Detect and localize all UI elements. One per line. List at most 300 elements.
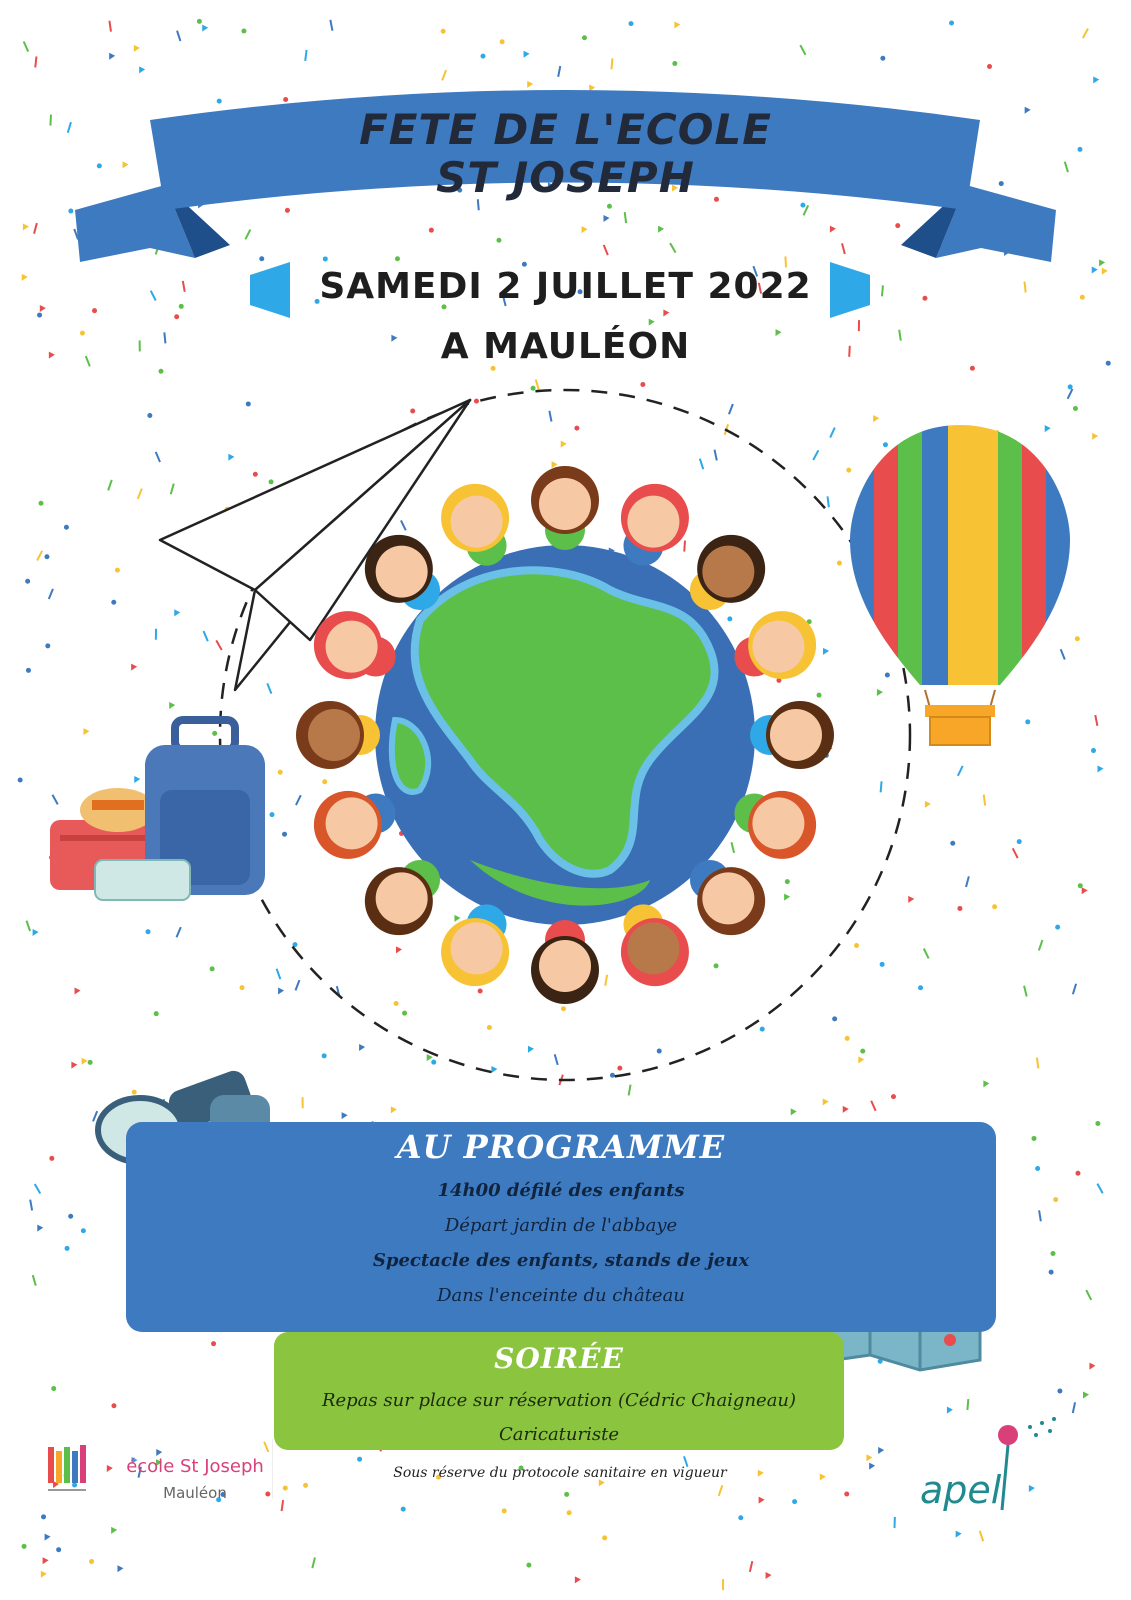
school-name: école St Joseph bbox=[126, 1456, 264, 1477]
confetti-piece bbox=[649, 319, 655, 326]
child-figure bbox=[621, 904, 689, 986]
confetti-piece bbox=[111, 1527, 117, 1534]
confetti-piece bbox=[241, 28, 246, 33]
confetti-piece bbox=[295, 980, 301, 991]
confetti-piece bbox=[1093, 76, 1099, 83]
confetti-piece bbox=[531, 386, 536, 391]
confetti-piece bbox=[391, 1106, 397, 1113]
confetti-piece bbox=[957, 765, 964, 776]
confetti-piece bbox=[965, 876, 970, 887]
confetti-piece bbox=[880, 962, 885, 967]
confetti-piece bbox=[575, 1576, 581, 1583]
confetti-piece bbox=[617, 1066, 622, 1071]
confetti-piece bbox=[401, 1507, 406, 1512]
confetti-piece bbox=[718, 1485, 723, 1496]
confetti-piece bbox=[604, 975, 608, 986]
confetti-piece bbox=[269, 812, 274, 817]
confetti-piece bbox=[82, 1058, 88, 1065]
confetti-piece bbox=[23, 41, 29, 52]
confetti-piece bbox=[302, 1097, 304, 1108]
confetti-piece bbox=[68, 208, 73, 213]
confetti-piece bbox=[134, 45, 140, 52]
confetti-piece bbox=[240, 985, 245, 990]
confetti-piece bbox=[966, 1399, 969, 1410]
child-figure bbox=[734, 791, 816, 859]
child-figure bbox=[365, 535, 440, 610]
confetti-piece bbox=[1045, 425, 1051, 432]
confetti-piece bbox=[607, 204, 612, 209]
confetti-piece bbox=[481, 54, 486, 59]
confetti-piece bbox=[1050, 1251, 1055, 1256]
confetti-piece bbox=[629, 21, 634, 26]
programme-line: Spectacle des enfants, stands de jeux bbox=[372, 1250, 750, 1271]
confetti-piece bbox=[657, 1049, 662, 1054]
confetti-piece bbox=[1082, 28, 1089, 39]
confetti-piece bbox=[800, 203, 805, 208]
confetti-piece bbox=[75, 987, 81, 994]
confetti-piece bbox=[41, 1571, 47, 1578]
confetti-piece bbox=[174, 314, 179, 319]
confetti-piece bbox=[394, 1001, 399, 1006]
confetti-piece bbox=[496, 238, 501, 243]
confetti-piece bbox=[441, 70, 447, 81]
confetti-piece bbox=[949, 20, 954, 25]
confetti-piece bbox=[845, 1036, 850, 1041]
programme-title: AU PROGRAMME bbox=[396, 1128, 726, 1166]
confetti-piece bbox=[89, 1559, 94, 1564]
confetti-piece bbox=[1035, 1166, 1040, 1171]
confetti-piece bbox=[51, 1386, 56, 1391]
confetti-piece bbox=[137, 488, 143, 499]
confetti-piece bbox=[176, 927, 182, 938]
confetti-piece bbox=[860, 1049, 865, 1054]
child-figure bbox=[531, 466, 599, 550]
confetti-piece bbox=[727, 616, 732, 621]
confetti-piece bbox=[823, 648, 829, 655]
confetti-piece bbox=[266, 683, 272, 694]
confetti-piece bbox=[176, 30, 181, 41]
confetti-piece bbox=[987, 64, 992, 69]
confetti-piece bbox=[877, 689, 883, 696]
confetti-piece bbox=[628, 1084, 632, 1095]
event-date: SAMEDI 2 JUILLET 2022 bbox=[319, 266, 812, 307]
title-line-1: FETE DE L'ECOLE bbox=[359, 105, 772, 154]
confetti-piece bbox=[68, 1214, 73, 1219]
child-figure bbox=[621, 484, 689, 566]
confetti-piece bbox=[64, 525, 69, 530]
confetti-piece bbox=[155, 629, 157, 640]
confetti-piece bbox=[202, 25, 208, 32]
confetti-piece bbox=[784, 894, 790, 901]
event-place: A MAULÉON bbox=[440, 326, 691, 367]
child-figure bbox=[296, 701, 380, 769]
confetti-piece bbox=[115, 568, 120, 573]
title-line-2: ST JOSEPH bbox=[436, 153, 695, 202]
confetti-piece bbox=[567, 1510, 572, 1515]
confetti-piece bbox=[830, 226, 836, 233]
soiree-line: Repas sur place sur réservation (Cédric Chaigneau) bbox=[321, 1390, 797, 1411]
programme-line: 14h00 défilé des enfants bbox=[437, 1180, 685, 1201]
confetti-piece bbox=[215, 640, 222, 651]
confetti-piece bbox=[304, 50, 307, 61]
confetti-piece bbox=[1012, 848, 1019, 859]
confetti-piece bbox=[88, 1060, 93, 1065]
confetti-piece bbox=[603, 245, 609, 256]
confetti-piece bbox=[640, 382, 645, 387]
confetti-piece bbox=[791, 1108, 797, 1115]
confetti-piece bbox=[117, 1565, 123, 1572]
confetti-piece bbox=[957, 906, 962, 911]
confetti-piece bbox=[524, 51, 530, 58]
confetti-piece bbox=[1097, 765, 1103, 772]
confetti-piece bbox=[526, 1563, 531, 1568]
confetti-piece bbox=[843, 1106, 849, 1113]
confetti-piece bbox=[854, 943, 859, 948]
confetti-piece bbox=[893, 1517, 895, 1528]
confetti-piece bbox=[866, 1454, 872, 1461]
confetti-piece bbox=[1057, 1389, 1062, 1394]
pencils-icon bbox=[48, 1445, 86, 1491]
confetti-piece bbox=[45, 1534, 51, 1541]
confetti-piece bbox=[992, 904, 997, 909]
confetti-piece bbox=[45, 643, 50, 648]
confetti-piece bbox=[672, 61, 677, 66]
confetti-piece bbox=[111, 600, 116, 605]
confetti-piece bbox=[283, 97, 288, 102]
confetti-piece bbox=[1038, 1210, 1042, 1221]
confetti-piece bbox=[111, 1403, 116, 1408]
confetti-piece bbox=[1083, 1392, 1089, 1399]
confetti-piece bbox=[669, 243, 676, 254]
confetti-piece bbox=[41, 1514, 46, 1519]
confetti-piece bbox=[564, 1492, 569, 1497]
confetti-piece bbox=[48, 588, 54, 599]
confetti-piece bbox=[885, 673, 890, 678]
child-figure bbox=[441, 484, 509, 566]
confetti-piece bbox=[322, 1053, 327, 1058]
child-figure bbox=[690, 535, 765, 610]
confetti-piece bbox=[574, 426, 579, 431]
confetti-piece bbox=[956, 1531, 962, 1538]
confetti-piece bbox=[820, 1473, 826, 1480]
confetti-piece bbox=[766, 1572, 772, 1579]
confetti-piece bbox=[43, 1557, 49, 1564]
confetti-piece bbox=[947, 1407, 953, 1414]
confetti-piece bbox=[925, 801, 931, 808]
confetti-piece bbox=[895, 223, 900, 228]
confetti-piece bbox=[1068, 384, 1073, 389]
confetti-piece bbox=[891, 1094, 896, 1099]
dandelion-icon bbox=[998, 1417, 1056, 1510]
confetti-piece bbox=[582, 35, 587, 40]
confetti-piece bbox=[410, 408, 415, 413]
confetti-piece bbox=[146, 929, 151, 934]
confetti-piece bbox=[22, 1544, 27, 1549]
confetti-piece bbox=[869, 1463, 875, 1470]
hot-air-balloon-icon bbox=[850, 420, 1070, 745]
confetti-piece bbox=[32, 1275, 37, 1286]
confetti-piece bbox=[870, 1100, 876, 1111]
child-figure bbox=[734, 611, 816, 679]
confetti-piece bbox=[554, 1054, 559, 1065]
confetti-piece bbox=[1017, 839, 1022, 844]
confetti-piece bbox=[92, 308, 97, 313]
confetti-piece bbox=[210, 966, 215, 971]
confetti-piece bbox=[25, 579, 30, 584]
confetti-piece bbox=[1025, 719, 1030, 724]
soiree-box bbox=[274, 1332, 844, 1450]
confetti-piece bbox=[228, 454, 234, 461]
confetti-piece bbox=[561, 1006, 566, 1011]
confetti-piece bbox=[38, 501, 43, 506]
confetti-piece bbox=[311, 1557, 316, 1568]
confetti-piece bbox=[674, 22, 680, 29]
confetti-piece bbox=[278, 770, 283, 775]
confetti-piece bbox=[454, 915, 460, 922]
confetti-piece bbox=[760, 1027, 765, 1032]
confetti-piece bbox=[29, 1199, 33, 1210]
programme-line: Départ jardin de l'abbaye bbox=[444, 1215, 678, 1236]
confetti-piece bbox=[812, 450, 819, 461]
confetti-piece bbox=[1053, 1197, 1058, 1202]
confetti-piece bbox=[56, 1547, 61, 1552]
confetti-piece bbox=[624, 212, 627, 223]
confetti-piece bbox=[950, 841, 955, 846]
confetti-piece bbox=[557, 66, 561, 77]
confetti-piece bbox=[1049, 1270, 1054, 1275]
confetti-piece bbox=[1085, 1290, 1092, 1301]
confetti-piece bbox=[792, 1499, 797, 1504]
confetti-piece bbox=[1060, 649, 1066, 660]
confetti-piece bbox=[880, 56, 885, 61]
confetti-piece bbox=[429, 228, 434, 233]
confetti-piece bbox=[147, 413, 152, 418]
confetti-piece bbox=[259, 256, 264, 261]
confetti-piece bbox=[823, 1098, 829, 1105]
child-figure bbox=[690, 860, 765, 935]
confetti-piece bbox=[427, 1054, 433, 1061]
confetti-piece bbox=[1072, 1402, 1076, 1413]
child-figure bbox=[750, 701, 834, 769]
confetti-piece bbox=[23, 223, 29, 230]
confetti-piece bbox=[44, 554, 49, 559]
confetti-piece bbox=[295, 795, 302, 806]
confetti-piece bbox=[527, 81, 533, 88]
confetti-piece bbox=[1091, 748, 1096, 753]
child-figure bbox=[314, 611, 396, 679]
confetti-piece bbox=[37, 1225, 43, 1232]
confetti-piece bbox=[37, 313, 42, 318]
child-figure bbox=[441, 904, 509, 986]
confetti-piece bbox=[1095, 1121, 1100, 1126]
confetti-piece bbox=[132, 1090, 137, 1095]
confetti-piece bbox=[1089, 1363, 1095, 1370]
confetti-piece bbox=[918, 985, 923, 990]
confetti-piece bbox=[217, 99, 222, 104]
confetti-piece bbox=[1055, 925, 1060, 930]
apel-wordmark: apel bbox=[920, 1468, 1002, 1512]
confetti-piece bbox=[487, 1025, 492, 1030]
confetti-piece bbox=[357, 1457, 362, 1462]
confetti-piece bbox=[878, 1447, 884, 1454]
confetti-piece bbox=[278, 987, 284, 994]
confetti-piece bbox=[269, 479, 274, 484]
confetti-piece bbox=[1082, 887, 1088, 894]
confetti-piece bbox=[134, 776, 140, 783]
confetti-piece bbox=[873, 415, 879, 422]
confetti-piece bbox=[1096, 1183, 1103, 1194]
confetti-piece bbox=[829, 427, 835, 438]
confetti-piece bbox=[714, 963, 719, 968]
confetti-piece bbox=[561, 441, 567, 448]
confetti-piece bbox=[738, 1515, 743, 1520]
confetti-piece bbox=[169, 702, 175, 709]
confetti-piece bbox=[26, 668, 31, 673]
confetti-piece bbox=[1092, 433, 1098, 440]
confetti-piece bbox=[923, 948, 930, 959]
confetti-piece bbox=[474, 399, 479, 404]
confetti-piece bbox=[170, 483, 175, 494]
confetti-piece bbox=[34, 56, 37, 67]
confetti-piece bbox=[1038, 940, 1043, 951]
confetti-piece bbox=[83, 728, 89, 735]
confetti-piece bbox=[1072, 983, 1077, 994]
confetti-piece bbox=[18, 777, 23, 782]
confetti-piece bbox=[728, 404, 734, 415]
confetti-piece bbox=[244, 229, 251, 240]
confetti-piece bbox=[759, 1497, 765, 1504]
confetti-piece bbox=[827, 496, 830, 507]
confetti-piece bbox=[212, 731, 217, 736]
confetti-piece bbox=[1075, 636, 1080, 641]
confetti-piece bbox=[785, 879, 790, 884]
confetti-piece bbox=[34, 1183, 41, 1194]
sanitary-disclaimer: Sous réserve du protocole sanitaire en vigueur bbox=[393, 1465, 727, 1481]
confetti-piece bbox=[478, 988, 483, 993]
confetti-piece bbox=[131, 664, 137, 671]
confetti-piece bbox=[154, 1011, 159, 1016]
confetti-piece bbox=[203, 631, 209, 642]
confetti-piece bbox=[402, 1011, 407, 1016]
confetti-piece bbox=[26, 920, 31, 931]
confetti-piece bbox=[983, 794, 986, 805]
confetti-piece bbox=[1078, 883, 1083, 888]
school-town: Mauléon bbox=[163, 1484, 227, 1502]
confetti-piece bbox=[908, 896, 914, 903]
confetti-piece bbox=[342, 1112, 348, 1119]
child-figure bbox=[365, 860, 440, 935]
confetti-piece bbox=[36, 550, 43, 561]
confetti-piece bbox=[799, 45, 806, 56]
confetti-piece bbox=[683, 540, 686, 551]
confetti-piece bbox=[502, 1508, 507, 1513]
confetti-piece bbox=[844, 1491, 849, 1496]
confetti-piece bbox=[528, 1046, 534, 1053]
confetti-piece bbox=[109, 53, 115, 60]
confetti-piece bbox=[730, 842, 735, 853]
confetti-piece bbox=[158, 369, 163, 374]
confetti-piece bbox=[211, 1341, 216, 1346]
confetti-piece bbox=[1067, 389, 1074, 400]
confetti-piece bbox=[846, 468, 851, 473]
confetti-piece bbox=[139, 66, 145, 73]
confetti-piece bbox=[285, 208, 290, 213]
confetti-piece bbox=[837, 561, 842, 566]
confetti-piece bbox=[395, 256, 400, 261]
confetti-piece bbox=[107, 480, 112, 491]
confetti-piece bbox=[979, 1531, 984, 1542]
confetti-piece bbox=[396, 946, 402, 953]
confetti-piece bbox=[431, 1060, 436, 1065]
confetti-piece bbox=[303, 1483, 308, 1488]
confetti-piece bbox=[52, 794, 59, 805]
confetti-piece bbox=[71, 1062, 77, 1069]
confetti-piece bbox=[858, 1056, 864, 1063]
confetti-piece bbox=[610, 1073, 615, 1078]
confetti-piece bbox=[81, 1228, 86, 1233]
soiree-line: Caricaturiste bbox=[499, 1424, 619, 1445]
confetti-piece bbox=[1075, 1171, 1080, 1176]
child-figure bbox=[314, 791, 396, 859]
confetti-piece bbox=[155, 451, 161, 462]
confetti-piece bbox=[658, 226, 664, 233]
confetti-piece bbox=[491, 1066, 497, 1073]
confetti-piece bbox=[714, 450, 718, 461]
confetti-piece bbox=[603, 215, 609, 222]
confetti-piece bbox=[883, 442, 888, 447]
confetti-piece bbox=[197, 19, 202, 24]
confetti-piece bbox=[323, 256, 328, 261]
confetti-piece bbox=[253, 472, 258, 477]
confetti-piece bbox=[983, 1080, 989, 1087]
confetti-piece bbox=[282, 832, 287, 837]
confetti-piece bbox=[33, 223, 38, 234]
confetti-piece bbox=[108, 21, 112, 32]
confetti-piece bbox=[322, 779, 327, 784]
confetti-piece bbox=[65, 1246, 70, 1251]
confetti-piece bbox=[749, 1561, 753, 1572]
confetti-piece bbox=[246, 401, 251, 406]
confetti-piece bbox=[832, 1016, 837, 1021]
programme-line: Dans l'enceinte du château bbox=[437, 1285, 685, 1306]
programme-box bbox=[126, 1122, 996, 1332]
confetti-piece bbox=[49, 1156, 54, 1161]
confetti-piece bbox=[722, 1579, 724, 1590]
confetti-piece bbox=[1073, 406, 1078, 411]
confetti-piece bbox=[359, 1044, 365, 1051]
confetti-piece bbox=[276, 968, 282, 979]
confetti-piece bbox=[1036, 1057, 1040, 1068]
confetti-piece bbox=[441, 29, 446, 34]
confetti-piece bbox=[663, 310, 669, 317]
confetti-piece bbox=[841, 243, 846, 254]
confetti-piece bbox=[174, 609, 180, 616]
confetti-piece bbox=[329, 20, 333, 31]
confetti-piece bbox=[602, 1535, 607, 1540]
confetti-piece bbox=[33, 929, 39, 936]
confetti-piece bbox=[500, 39, 505, 44]
luggage-icon bbox=[50, 720, 265, 900]
confetti-piece bbox=[699, 458, 704, 469]
confetti-piece bbox=[1094, 715, 1098, 726]
soiree-title: SOIRÉE bbox=[494, 1342, 624, 1375]
confetti-piece bbox=[610, 58, 613, 69]
confetti-piece bbox=[400, 520, 407, 531]
confetti-piece bbox=[1032, 1136, 1037, 1141]
child-figure bbox=[531, 920, 599, 1004]
confetti-piece bbox=[582, 226, 588, 233]
confetti-piece bbox=[817, 693, 822, 698]
